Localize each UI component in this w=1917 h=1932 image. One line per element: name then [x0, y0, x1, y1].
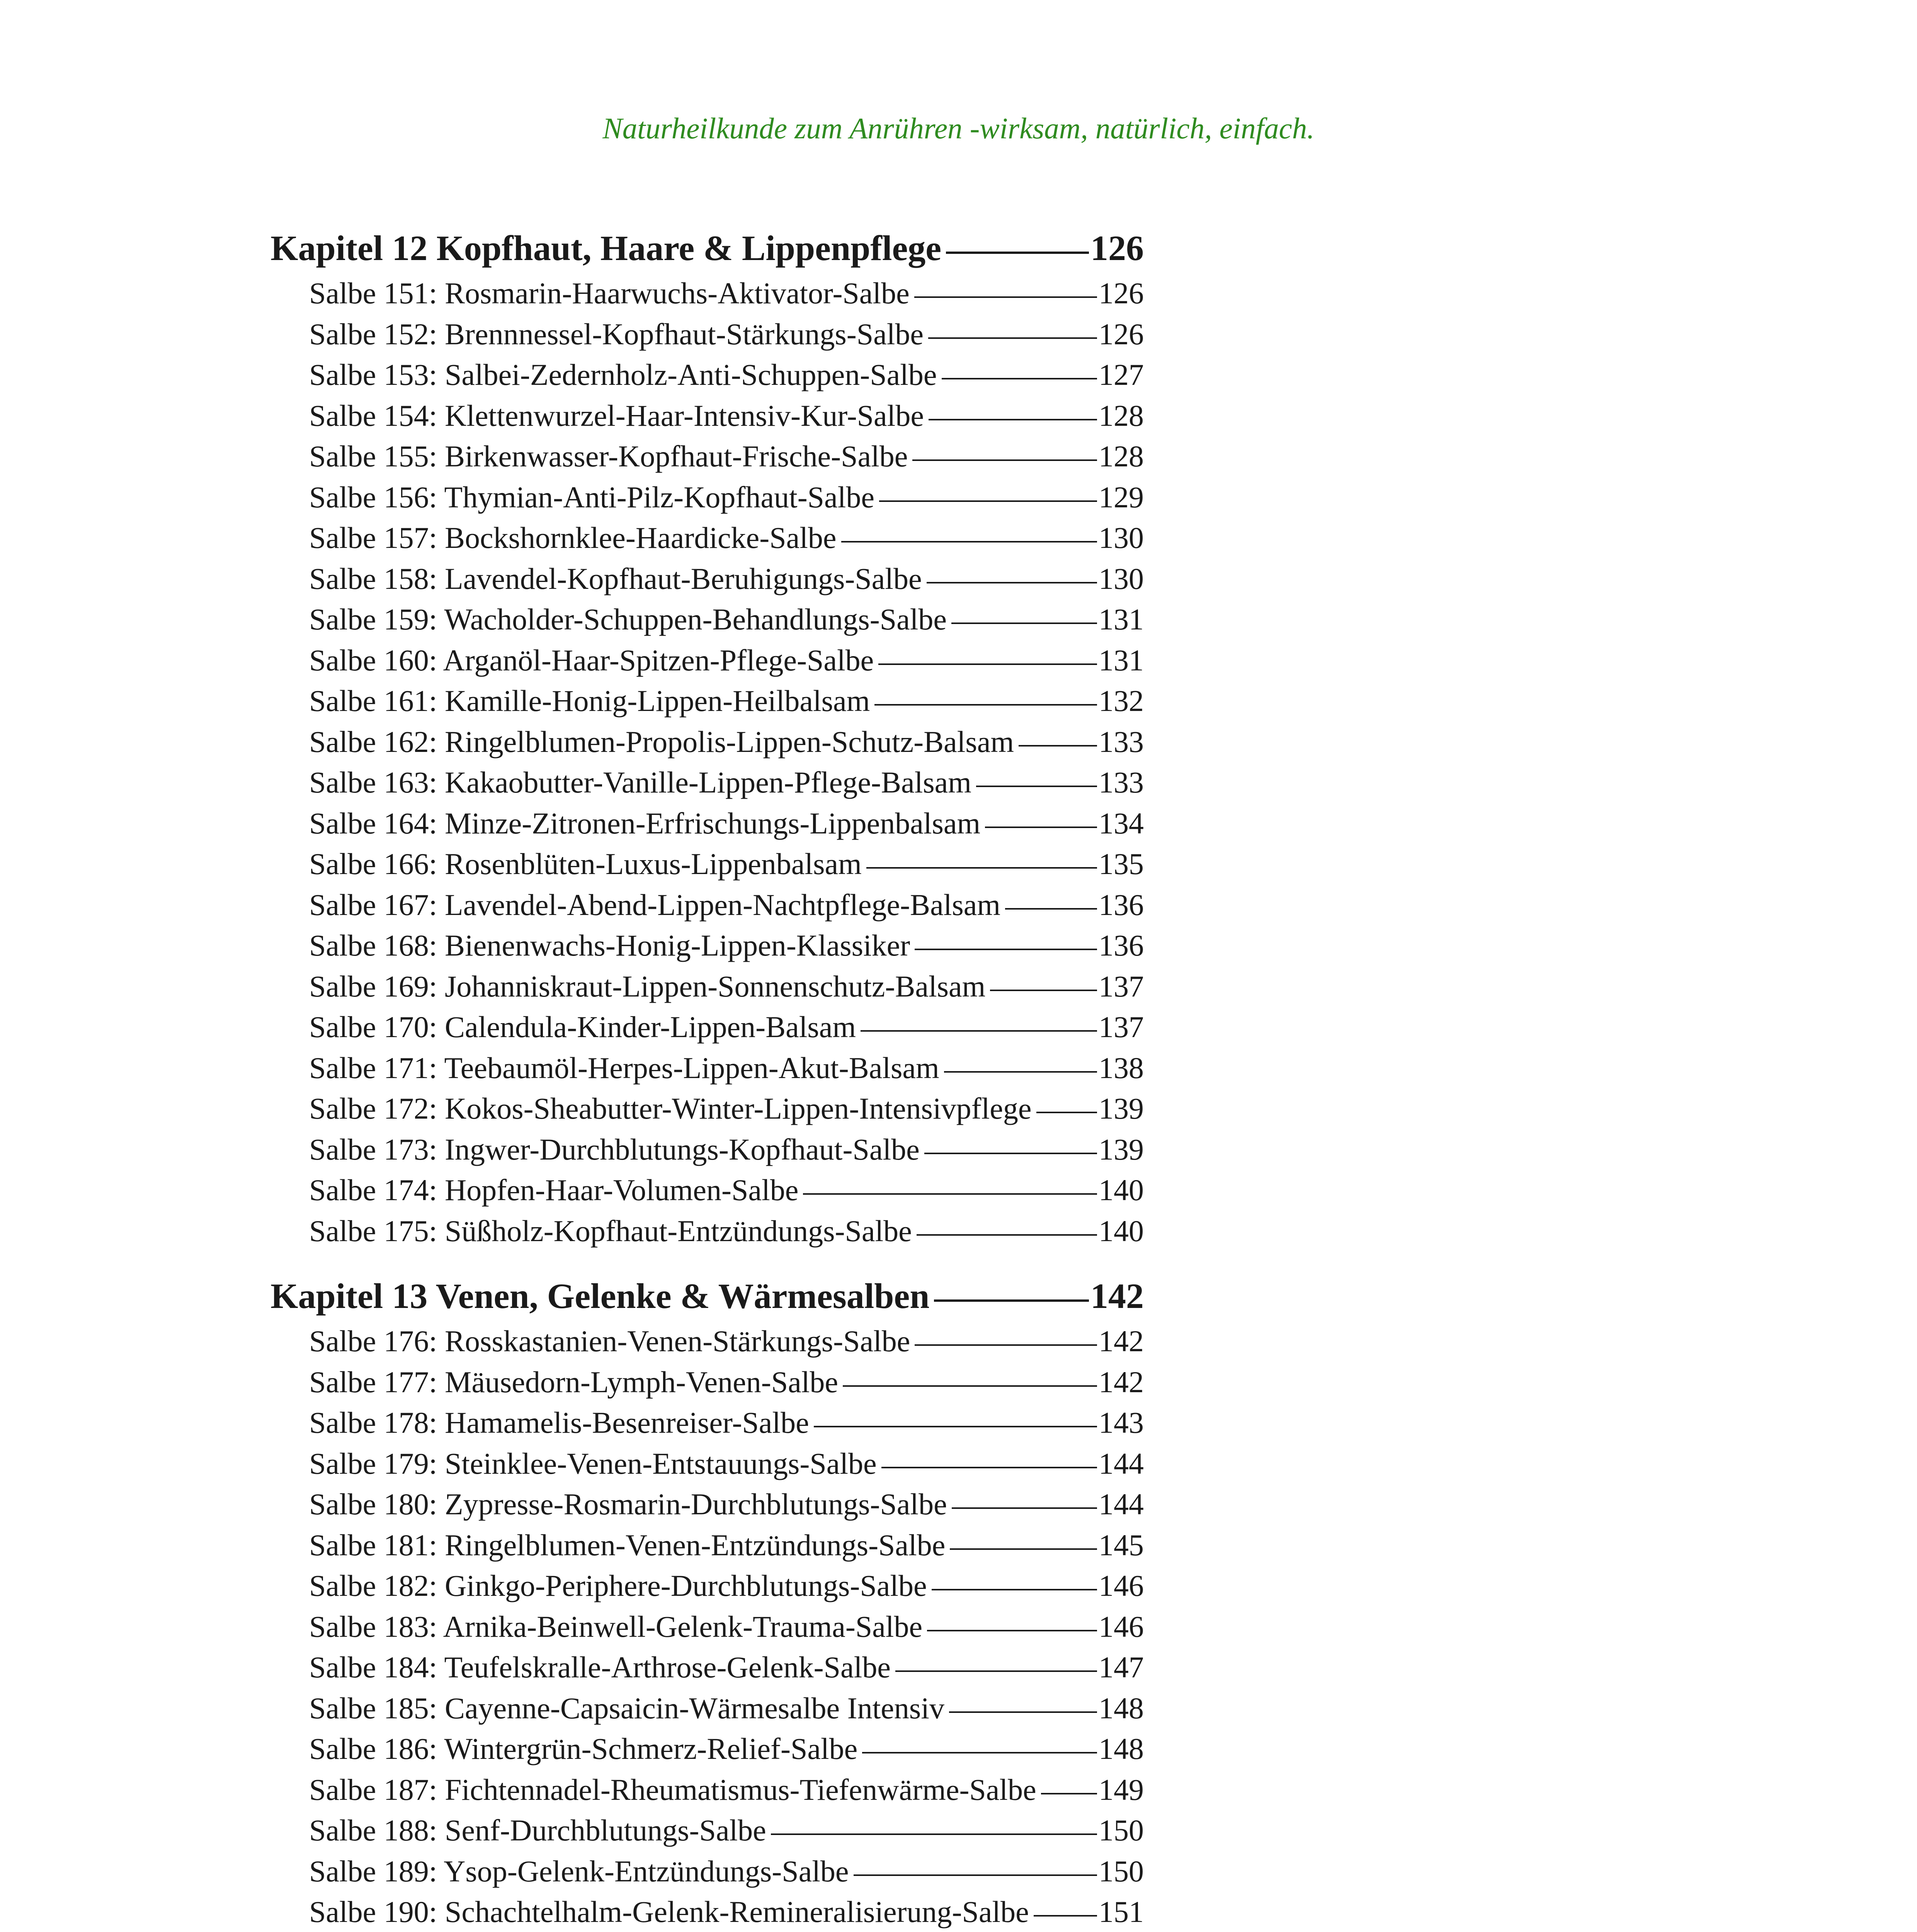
entry-page: 133 — [1099, 724, 1144, 759]
entry-page: 151 — [1099, 1895, 1144, 1929]
toc-entry[interactable] — [270, 1728, 1144, 1769]
entry-title: Salbe 181: Ringelblumen-Venen-Entzündungs-Salbe — [309, 1528, 946, 1562]
entry-page: 139 — [1099, 1132, 1144, 1166]
toc-entry[interactable] — [270, 1769, 1144, 1810]
toc-entry[interactable] — [270, 599, 1144, 640]
entry-page: 144 — [1099, 1487, 1144, 1521]
entry-title: Salbe 186: Wintergrün-Schmerz-Relief-Salbe — [309, 1732, 858, 1765]
entry-page: 131 — [1099, 643, 1144, 677]
chapter-title: Kapitel 13 Venen, Gelenke & Wärmesalben — [270, 1276, 930, 1316]
entry-page: 136 — [1099, 888, 1144, 922]
leader-line — [951, 622, 1097, 624]
leader-line — [932, 1589, 1097, 1590]
table-of-contents — [270, 223, 1144, 1932]
toc-entry[interactable] — [270, 1048, 1144, 1088]
entry-page: 132 — [1099, 684, 1144, 718]
entry-title: Salbe 180: Zypresse-Rosmarin-Durchblutungs-Salbe — [309, 1487, 947, 1521]
toc-entry[interactable] — [270, 1484, 1144, 1525]
leader-line — [878, 663, 1097, 665]
entry-title: Salbe 166: Rosenblüten-Luxus-Lippenbalsam — [309, 847, 862, 881]
leader-line — [881, 1467, 1097, 1468]
entry-page: 131 — [1099, 602, 1144, 636]
entry-title: Salbe 175: Süßholz-Kopfhaut-Entzündungs-Salbe — [309, 1214, 912, 1248]
entry-title: Salbe 172: Kokos-Sheabutter-Winter-Lippen-Intensivpflege — [309, 1092, 1032, 1125]
leader-line — [985, 827, 1097, 828]
entry-page: 139 — [1099, 1092, 1144, 1125]
toc-entry[interactable] — [270, 1525, 1144, 1566]
toc-entry[interactable] — [270, 1402, 1144, 1443]
chapter-page: 142 — [1090, 1276, 1144, 1316]
entry-title: Salbe 185: Cayenne-Capsaicin-Wärmesalbe Intensiv — [309, 1691, 944, 1725]
toc-entry[interactable] — [270, 1129, 1144, 1170]
entry-title: Salbe 170: Calendula-Kinder-Lippen-Balsam — [309, 1010, 856, 1044]
entry-page: 144 — [1099, 1446, 1144, 1480]
entry-title: Salbe 178: Hamamelis-Besenreiser-Salbe — [309, 1406, 809, 1439]
toc-entry[interactable] — [270, 1891, 1144, 1932]
leader-line — [942, 378, 1097, 379]
entry-page: 145 — [1099, 1528, 1144, 1562]
leader-line — [917, 1234, 1097, 1236]
entry-page: 128 — [1099, 439, 1144, 473]
entry-title: Salbe 179: Steinklee-Venen-Entstauungs-Salbe — [309, 1446, 877, 1480]
leader-line — [946, 252, 1089, 254]
leader-line — [841, 541, 1097, 543]
leader-line — [944, 1071, 1097, 1073]
toc-entry[interactable] — [270, 1606, 1144, 1647]
leader-line — [803, 1193, 1097, 1195]
leader-line — [952, 1507, 1097, 1509]
toc-entry[interactable] — [270, 354, 1144, 395]
leader-line — [934, 1299, 1089, 1302]
leader-line — [854, 1874, 1097, 1876]
leader-line — [1005, 908, 1097, 910]
entry-title: Salbe 162: Ringelblumen-Propolis-Lippen-Schutz-Balsam — [309, 724, 1014, 759]
leader-line — [879, 500, 1097, 502]
entry-page: 126 — [1099, 276, 1144, 310]
entry-page: 146 — [1099, 1609, 1144, 1643]
entry-page: 127 — [1099, 358, 1144, 391]
toc-entry[interactable] — [270, 721, 1144, 762]
entry-page: 136 — [1099, 929, 1144, 962]
entry-page: 138 — [1099, 1051, 1144, 1085]
leader-line — [927, 1630, 1097, 1631]
entry-title: Salbe 177: Mäusedorn-Lymph-Venen-Salbe — [309, 1365, 839, 1399]
leader-line — [771, 1833, 1097, 1835]
entry-title: Salbe 161: Kamille-Honig-Lippen-Heilbalsam — [309, 684, 870, 718]
entry-title: Salbe 160: Arganöl-Haar-Spitzen-Pflege-Salbe — [309, 643, 874, 677]
entry-title: Salbe 184: Teufelskralle-Arthrose-Gelenk-Salbe — [309, 1650, 891, 1684]
toc-entry[interactable] — [270, 517, 1144, 558]
entry-title: Salbe 153: Salbei-Zedernholz-Anti-Schuppen-Salbe — [309, 358, 937, 391]
toc-entry[interactable] — [270, 680, 1144, 721]
toc-entry[interactable] — [270, 925, 1144, 966]
entry-page: 142 — [1099, 1324, 1144, 1358]
toc-entry[interactable] — [270, 1211, 1144, 1252]
toc-entry[interactable] — [270, 803, 1144, 844]
leader-line — [915, 949, 1097, 950]
chapter-title: Kapitel 12 Kopfhaut, Haare & Lippenpflege — [270, 228, 942, 268]
entry-page: 137 — [1099, 969, 1144, 1003]
leader-line — [912, 459, 1097, 461]
entry-page: 142 — [1099, 1365, 1144, 1399]
entry-page: 126 — [1099, 317, 1144, 351]
leader-line — [927, 582, 1097, 583]
leader-line — [990, 990, 1097, 991]
leader-line — [1041, 1793, 1097, 1794]
toc-entry[interactable] — [270, 1443, 1144, 1484]
entry-title: Salbe 188: Senf-Durchblutungs-Salbe — [309, 1813, 766, 1847]
entry-page: 148 — [1099, 1691, 1144, 1725]
leader-line — [814, 1426, 1097, 1427]
entry-title: Salbe 171: Teebaumöl-Herpes-Lippen-Akut-Balsam — [309, 1051, 939, 1085]
entry-title: Salbe 156: Thymian-Anti-Pilz-Kopfhaut-Salbe — [309, 480, 874, 514]
leader-line — [862, 1752, 1097, 1753]
entry-page: 150 — [1099, 1854, 1144, 1888]
toc-entry[interactable] — [270, 314, 1144, 355]
leader-line — [861, 1030, 1097, 1032]
leader-line — [874, 704, 1097, 706]
entry-title: Salbe 187: Fichtennadel-Rheumatismus-Tiefenwärme-Salbe — [309, 1772, 1036, 1806]
entry-title: Salbe 151: Rosmarin-Haarwuchs-Aktivator-Salbe — [309, 276, 910, 310]
leader-line — [866, 867, 1097, 869]
toc-entry[interactable] — [270, 273, 1144, 314]
leader-line — [843, 1385, 1097, 1387]
toc-entry[interactable] — [270, 1321, 1144, 1362]
entry-title: Salbe 174: Hopfen-Haar-Volumen-Salbe — [309, 1173, 799, 1207]
leader-line — [928, 337, 1097, 339]
entry-page: 140 — [1099, 1173, 1144, 1207]
leader-line — [949, 1711, 1097, 1713]
toc-entry[interactable] — [270, 1170, 1144, 1211]
toc-entry[interactable] — [270, 762, 1144, 803]
entry-page: 148 — [1099, 1732, 1144, 1765]
entry-title: Salbe 189: Ysop-Gelenk-Entzündungs-Salbe — [309, 1854, 849, 1888]
toc-entry[interactable] — [270, 1688, 1144, 1729]
toc-entry[interactable] — [270, 1851, 1144, 1892]
leader-line — [976, 786, 1097, 787]
leader-line — [914, 296, 1097, 298]
entry-page: 147 — [1099, 1650, 1144, 1684]
entry-page: 143 — [1099, 1406, 1144, 1439]
toc-chapter-heading[interactable] — [270, 1271, 1144, 1321]
leader-line — [924, 1153, 1097, 1154]
entry-page: 133 — [1099, 765, 1144, 799]
toc-entry[interactable] — [270, 1362, 1144, 1403]
entry-title: Salbe 167: Lavendel-Abend-Lippen-Nachtpflege-Balsam — [309, 888, 1001, 922]
toc-entry[interactable] — [270, 844, 1144, 884]
entry-title: Salbe 182: Ginkgo-Periphere-Durchblutungs-Salbe — [309, 1569, 927, 1602]
entry-page: 134 — [1099, 806, 1144, 840]
toc-entry[interactable] — [270, 1565, 1144, 1606]
entry-page: 146 — [1099, 1569, 1144, 1602]
entry-page: 129 — [1099, 480, 1144, 514]
toc-entry[interactable] — [270, 1810, 1144, 1851]
toc-chapter-heading[interactable] — [270, 223, 1144, 273]
entry-title: Salbe 183: Arnika-Beinwell-Gelenk-Trauma-Salbe — [309, 1609, 923, 1643]
toc-entry[interactable] — [270, 1088, 1144, 1129]
toc-entry[interactable] — [270, 395, 1144, 436]
toc-entry[interactable] — [270, 1007, 1144, 1048]
leader-line — [1019, 745, 1097, 747]
entry-page: 149 — [1099, 1772, 1144, 1806]
entry-title: Salbe 169: Johanniskraut-Lippen-Sonnenschutz-Balsam — [309, 969, 986, 1003]
toc-entry[interactable] — [270, 1647, 1144, 1688]
leader-line — [950, 1548, 1097, 1550]
entry-page: 128 — [1099, 398, 1144, 432]
leader-line — [929, 419, 1097, 420]
entry-title: Salbe 164: Minze-Zitronen-Erfrischungs-Lippenbalsam — [309, 806, 981, 840]
toc-entry[interactable] — [270, 558, 1144, 599]
entry-title: Salbe 176: Rosskastanien-Venen-Stärkungs-Salbe — [309, 1324, 910, 1358]
entry-title: Salbe 154: Klettenwurzel-Haar-Intensiv-Kur-Salbe — [309, 398, 924, 432]
running-header: Naturheilkunde zum Anrühren -wirksam, natürlich, einfach. — [602, 112, 1315, 145]
chapter-page: 126 — [1090, 228, 1144, 268]
entry-page: 130 — [1099, 521, 1144, 554]
entry-page: 150 — [1099, 1813, 1144, 1847]
toc-entry[interactable] — [270, 436, 1144, 477]
entry-title: Salbe 190: Schachtelhalm-Gelenk-Remineralisierung-Salbe — [309, 1895, 1029, 1929]
entry-page: 137 — [1099, 1010, 1144, 1044]
entry-page: 140 — [1099, 1214, 1144, 1248]
entry-title: Salbe 157: Bockshornklee-Haardicke-Salbe — [309, 521, 837, 554]
leader-line — [915, 1344, 1097, 1346]
entry-title: Salbe 155: Birkenwasser-Kopfhaut-Frische-Salbe — [309, 439, 908, 473]
entry-title: Salbe 163: Kakaobutter-Vanille-Lippen-Pflege-Balsam — [309, 765, 971, 799]
entry-page: 135 — [1099, 847, 1144, 881]
toc-entry[interactable] — [270, 884, 1144, 925]
entry-title: Salbe 152: Brennnessel-Kopfhaut-Stärkungs-Salbe — [309, 317, 924, 351]
toc-entry[interactable] — [270, 966, 1144, 1007]
entry-title: Salbe 168: Bienenwachs-Honig-Lippen-Klassiker — [309, 929, 910, 962]
leader-line — [1036, 1112, 1097, 1113]
toc-entry[interactable] — [270, 640, 1144, 681]
entry-page: 130 — [1099, 561, 1144, 595]
leader-line — [895, 1670, 1097, 1672]
leader-line — [1034, 1915, 1097, 1917]
entry-title: Salbe 159: Wacholder-Schuppen-Behandlungs-Salbe — [309, 602, 947, 636]
toc-entry[interactable] — [270, 477, 1144, 518]
entry-title: Salbe 158: Lavendel-Kopfhaut-Beruhigungs-Salbe — [309, 561, 922, 595]
entry-title: Salbe 173: Ingwer-Durchblutungs-Kopfhaut-Salbe — [309, 1132, 920, 1166]
